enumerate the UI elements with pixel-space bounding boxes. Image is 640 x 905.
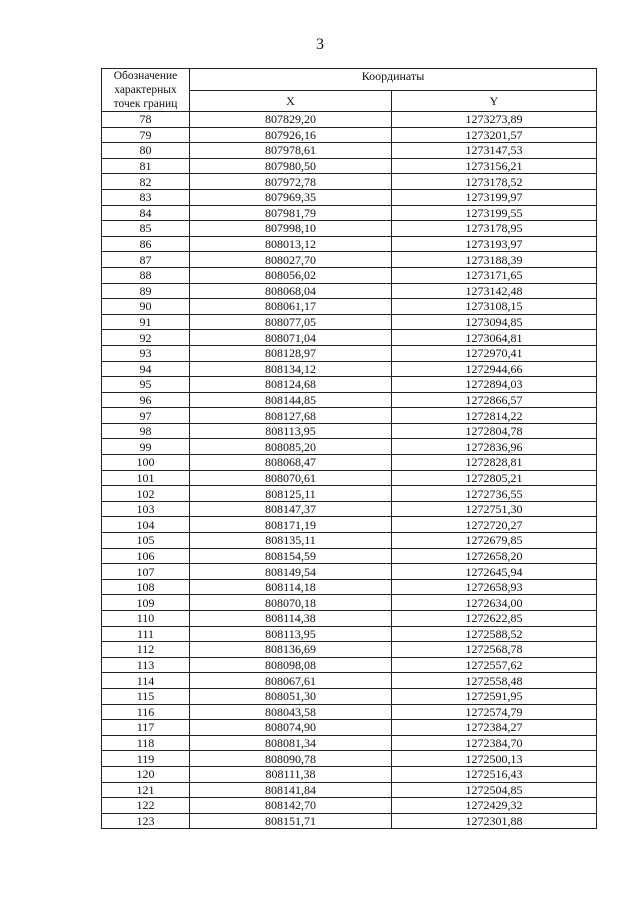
table-row xyxy=(102,408,597,424)
point-number-cell: 107 xyxy=(102,564,190,580)
y-coordinate-cell: 1273108,15 xyxy=(392,299,597,315)
x-coordinate-cell: 808147,37 xyxy=(190,501,392,517)
x-coordinate-cell: 808013,12 xyxy=(190,236,392,252)
table-row xyxy=(102,642,597,658)
x-coordinate-cell: 808127,68 xyxy=(190,408,392,424)
point-number-cell: 87 xyxy=(102,252,190,268)
y-coordinate-cell: 1272828,81 xyxy=(392,455,597,471)
y-coordinate-cell: 1272516,43 xyxy=(392,766,597,782)
y-coordinate-cell: 1272622,85 xyxy=(392,611,597,627)
table-row xyxy=(102,501,597,517)
table-row xyxy=(102,517,597,533)
x-coordinate-cell: 808068,04 xyxy=(190,283,392,299)
y-coordinate-cell: 1272658,93 xyxy=(392,579,597,595)
point-number-cell: 115 xyxy=(102,688,190,704)
y-coordinate-cell: 1272645,94 xyxy=(392,564,597,580)
x-coordinate-cell: 808067,61 xyxy=(190,673,392,689)
y-coordinate-cell: 1272557,62 xyxy=(392,657,597,673)
point-number-cell: 80 xyxy=(102,143,190,159)
point-number-cell: 82 xyxy=(102,174,190,190)
point-label-header-line: точек границ xyxy=(113,98,178,110)
y-coordinate-cell: 1272634,00 xyxy=(392,595,597,611)
y-coordinate-cell: 1272658,20 xyxy=(392,548,597,564)
point-number-cell: 105 xyxy=(102,533,190,549)
point-label-header xyxy=(102,69,190,112)
point-number-cell: 113 xyxy=(102,657,190,673)
point-number-cell: 79 xyxy=(102,127,190,143)
point-number-cell: 123 xyxy=(102,813,190,829)
table-row xyxy=(102,112,597,128)
table-row xyxy=(102,205,597,221)
y-coordinate-cell: 1272574,79 xyxy=(392,704,597,720)
x-coordinate-cell: 808061,17 xyxy=(190,299,392,315)
y-coordinate-cell: 1272894,03 xyxy=(392,377,597,393)
point-number-cell: 114 xyxy=(102,673,190,689)
table-row xyxy=(102,579,597,595)
y-coordinate-cell: 1272720,27 xyxy=(392,517,597,533)
y-coordinate-cell: 1273156,21 xyxy=(392,158,597,174)
point-number-cell: 116 xyxy=(102,704,190,720)
y-coordinate-cell: 1272944,66 xyxy=(392,361,597,377)
y-coordinate-cell: 1273188,39 xyxy=(392,252,597,268)
point-number-cell: 98 xyxy=(102,423,190,439)
x-coordinate-cell: 808085,20 xyxy=(190,439,392,455)
x-coordinate-cell: 808125,11 xyxy=(190,486,392,502)
point-number-cell: 99 xyxy=(102,439,190,455)
table-row xyxy=(102,486,597,502)
x-coordinate-cell: 808135,11 xyxy=(190,533,392,549)
y-coordinate-cell: 1272814,22 xyxy=(392,408,597,424)
x-coordinate-cell: 808151,71 xyxy=(190,813,392,829)
x-coordinate-cell: 808081,34 xyxy=(190,735,392,751)
point-number-cell: 93 xyxy=(102,345,190,361)
point-label-header-line: характерных xyxy=(114,84,177,96)
table-row xyxy=(102,735,597,751)
y-coordinate-cell: 1272591,95 xyxy=(392,688,597,704)
table-row xyxy=(102,330,597,346)
point-number-cell: 120 xyxy=(102,766,190,782)
table-row xyxy=(102,798,597,814)
point-number-cell: 88 xyxy=(102,267,190,283)
y-coordinate-cell: 1272736,55 xyxy=(392,486,597,502)
y-coordinate-cell: 1272804,78 xyxy=(392,423,597,439)
point-number-cell: 97 xyxy=(102,408,190,424)
x-coordinate-cell: 808098,08 xyxy=(190,657,392,673)
y-coordinate-cell: 1272384,27 xyxy=(392,720,597,736)
table-row xyxy=(102,252,597,268)
table-row xyxy=(102,470,597,486)
table-row xyxy=(102,174,597,190)
x-coordinate-cell: 808141,84 xyxy=(190,782,392,798)
x-coordinate-cell: 808077,05 xyxy=(190,314,392,330)
table-row xyxy=(102,720,597,736)
point-number-cell: 83 xyxy=(102,189,190,205)
point-number-cell: 91 xyxy=(102,314,190,330)
table-row xyxy=(102,766,597,782)
table-row xyxy=(102,392,597,408)
table-row xyxy=(102,283,597,299)
x-coordinate-cell: 808136,69 xyxy=(190,642,392,658)
table-row xyxy=(102,439,597,455)
y-coordinate-cell: 1272384,70 xyxy=(392,735,597,751)
x-coordinate-cell: 808090,78 xyxy=(190,751,392,767)
table-row xyxy=(102,189,597,205)
y-coordinate-cell: 1273199,55 xyxy=(392,205,597,221)
x-column-header: X xyxy=(190,90,392,112)
table-body xyxy=(102,112,597,829)
x-coordinate-cell: 808113,95 xyxy=(190,423,392,439)
point-number-cell: 104 xyxy=(102,517,190,533)
table-row xyxy=(102,751,597,767)
table-row xyxy=(102,564,597,580)
table-row xyxy=(102,455,597,471)
y-coordinate-cell: 1273142,48 xyxy=(392,283,597,299)
x-coordinate-cell: 807829,20 xyxy=(190,112,392,128)
x-coordinate-cell: 808043,58 xyxy=(190,704,392,720)
y-coordinate-cell: 1272568,78 xyxy=(392,642,597,658)
point-number-cell: 101 xyxy=(102,470,190,486)
page-number: 3 xyxy=(316,36,324,53)
table-row xyxy=(102,813,597,829)
y-coordinate-cell: 1273201,57 xyxy=(392,127,597,143)
table-row xyxy=(102,673,597,689)
y-coordinate-cell: 1272504,85 xyxy=(392,782,597,798)
table-row xyxy=(102,782,597,798)
table-row xyxy=(102,611,597,627)
table-row xyxy=(102,236,597,252)
y-coordinate-cell: 1273171,65 xyxy=(392,267,597,283)
point-number-cell: 100 xyxy=(102,455,190,471)
table-row xyxy=(102,688,597,704)
y-coordinate-cell: 1273193,97 xyxy=(392,236,597,252)
point-number-cell: 94 xyxy=(102,361,190,377)
y-coordinate-cell: 1272500,13 xyxy=(392,751,597,767)
y-coordinate-cell: 1272970,41 xyxy=(392,345,597,361)
y-coordinate-cell: 1272866,57 xyxy=(392,392,597,408)
point-number-cell: 118 xyxy=(102,735,190,751)
table-row xyxy=(102,595,597,611)
table-row xyxy=(102,548,597,564)
y-coordinate-cell: 1272836,96 xyxy=(392,439,597,455)
point-number-cell: 89 xyxy=(102,283,190,299)
y-coordinate-cell: 1273273,89 xyxy=(392,112,597,128)
x-coordinate-cell: 808149,54 xyxy=(190,564,392,580)
coordinates-header: Координаты xyxy=(190,69,597,91)
point-number-cell: 90 xyxy=(102,299,190,315)
y-coordinate-cell: 1272429,32 xyxy=(392,798,597,814)
x-coordinate-cell: 808114,38 xyxy=(190,611,392,627)
y-coordinate-cell: 1272301,88 xyxy=(392,813,597,829)
table-row xyxy=(102,657,597,673)
point-number-cell: 122 xyxy=(102,798,190,814)
point-number-cell: 95 xyxy=(102,377,190,393)
x-coordinate-cell: 808128,97 xyxy=(190,345,392,361)
x-coordinate-cell: 808070,61 xyxy=(190,470,392,486)
table-row xyxy=(102,533,597,549)
coordinates-table xyxy=(101,68,597,829)
table-row xyxy=(102,158,597,174)
point-number-cell: 117 xyxy=(102,720,190,736)
x-coordinate-cell: 808071,04 xyxy=(190,330,392,346)
y-coordinate-cell: 1273094,85 xyxy=(392,314,597,330)
x-coordinate-cell: 808134,12 xyxy=(190,361,392,377)
x-coordinate-cell: 807980,50 xyxy=(190,158,392,174)
x-coordinate-cell: 808142,70 xyxy=(190,798,392,814)
y-coordinate-cell: 1273064,81 xyxy=(392,330,597,346)
x-coordinate-cell: 808144,85 xyxy=(190,392,392,408)
x-coordinate-cell: 807926,16 xyxy=(190,127,392,143)
x-coordinate-cell: 808056,02 xyxy=(190,267,392,283)
y-coordinate-cell: 1272558,48 xyxy=(392,673,597,689)
x-coordinate-cell: 808111,38 xyxy=(190,766,392,782)
y-coordinate-cell: 1273178,52 xyxy=(392,174,597,190)
x-coordinate-cell: 808114,18 xyxy=(190,579,392,595)
table-row xyxy=(102,221,597,237)
point-number-cell: 121 xyxy=(102,782,190,798)
point-number-cell: 106 xyxy=(102,548,190,564)
point-number-cell: 78 xyxy=(102,112,190,128)
y-coordinate-cell: 1272751,30 xyxy=(392,501,597,517)
x-coordinate-cell: 808171,19 xyxy=(190,517,392,533)
point-number-cell: 81 xyxy=(102,158,190,174)
point-number-cell: 102 xyxy=(102,486,190,502)
y-coordinate-cell: 1273178,95 xyxy=(392,221,597,237)
point-number-cell: 111 xyxy=(102,626,190,642)
point-number-cell: 109 xyxy=(102,595,190,611)
point-number-cell: 86 xyxy=(102,236,190,252)
point-number-cell: 84 xyxy=(102,205,190,221)
table-row xyxy=(102,704,597,720)
table-header-row xyxy=(102,69,597,91)
table-row xyxy=(102,626,597,642)
point-number-cell: 110 xyxy=(102,611,190,627)
point-number-cell: 112 xyxy=(102,642,190,658)
x-coordinate-cell: 808074,90 xyxy=(190,720,392,736)
x-coordinate-cell: 807998,10 xyxy=(190,221,392,237)
x-coordinate-cell: 808027,70 xyxy=(190,252,392,268)
point-number-cell: 103 xyxy=(102,501,190,517)
x-coordinate-cell: 808068,47 xyxy=(190,455,392,471)
table-row xyxy=(102,423,597,439)
point-number-cell: 92 xyxy=(102,330,190,346)
table-row xyxy=(102,361,597,377)
point-number-cell: 85 xyxy=(102,221,190,237)
x-coordinate-cell: 808113,95 xyxy=(190,626,392,642)
point-number-cell: 96 xyxy=(102,392,190,408)
point-number-cell: 108 xyxy=(102,579,190,595)
x-coordinate-cell: 807981,79 xyxy=(190,205,392,221)
y-coordinate-cell: 1272588,52 xyxy=(392,626,597,642)
y-column-header: Y xyxy=(392,90,597,112)
table-row xyxy=(102,299,597,315)
x-coordinate-cell: 808154,59 xyxy=(190,548,392,564)
y-coordinate-cell: 1272805,21 xyxy=(392,470,597,486)
table-row xyxy=(102,267,597,283)
table-row xyxy=(102,377,597,393)
table-row xyxy=(102,127,597,143)
y-coordinate-cell: 1273147,53 xyxy=(392,143,597,159)
y-coordinate-cell: 1273199,97 xyxy=(392,189,597,205)
table-row xyxy=(102,345,597,361)
point-label-header-line: Обозначение xyxy=(113,70,178,82)
point-number-cell: 119 xyxy=(102,751,190,767)
y-coordinate-cell: 1272679,85 xyxy=(392,533,597,549)
x-coordinate-cell: 807978,61 xyxy=(190,143,392,159)
table-row xyxy=(102,143,597,159)
x-coordinate-cell: 807972,78 xyxy=(190,174,392,190)
table-row xyxy=(102,314,597,330)
x-coordinate-cell: 808051,30 xyxy=(190,688,392,704)
x-coordinate-cell: 807969,35 xyxy=(190,189,392,205)
x-coordinate-cell: 808124,68 xyxy=(190,377,392,393)
x-coordinate-cell: 808070,18 xyxy=(190,595,392,611)
